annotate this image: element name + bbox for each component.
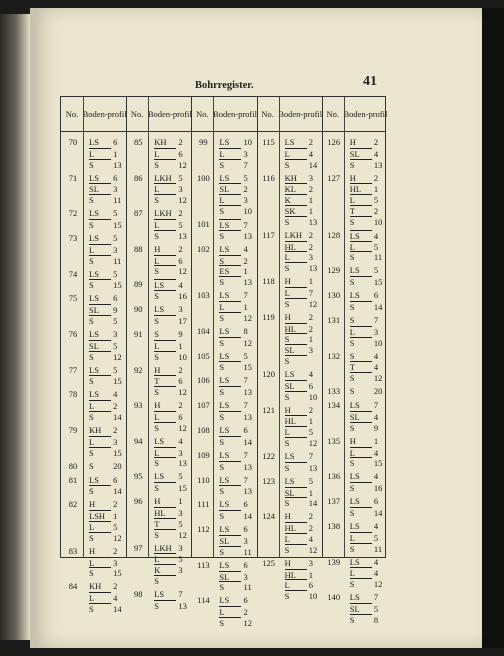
profile-layer: LS 6 [219, 595, 248, 606]
drill-number: 130 [327, 290, 341, 301]
profile-layer: L 3 [154, 184, 183, 195]
drill-number: 102 [197, 243, 210, 254]
drilling-register-table [60, 96, 388, 628]
drill-number: 110 [197, 474, 210, 485]
drill-number: 98 [133, 589, 143, 599]
profile-layer: L 3 [154, 447, 183, 458]
profile-layer: T 4 [349, 362, 379, 373]
drill-number: 97 [133, 542, 143, 553]
drill-number: 117 [262, 229, 275, 240]
profile-layer: L 7 [284, 288, 313, 298]
profile-layer: SL 1 [284, 487, 313, 498]
profile-layer: H 2 [89, 499, 118, 510]
profile-layer: S 9 [154, 329, 183, 339]
profile-layer: S 12 [284, 298, 318, 309]
profile-layer: L 6 [154, 412, 183, 422]
profile-layer: S 15 [349, 277, 383, 288]
profile-layer: HL 2 [284, 241, 313, 252]
profile-layer: LKH 3 [154, 542, 183, 553]
drill-number: 119 [262, 311, 275, 322]
drill-number: 84 [68, 581, 78, 592]
profile-layer: HL 1 [284, 416, 313, 427]
profile-layer: S 16 [154, 291, 187, 302]
drill-number: 136 [327, 471, 341, 482]
profile-layer: SL 4 [349, 148, 379, 159]
drill-number: 94 [133, 435, 143, 446]
drill-number: 99 [199, 137, 208, 147]
drill-number: 139 [327, 556, 341, 567]
profile-layer: S 14 [349, 508, 383, 518]
profile-layer: S 10 [219, 206, 253, 216]
profile-layer: SL 9 [89, 305, 118, 316]
profile-layer: H 2 [154, 400, 183, 411]
profile-layer: L 2 [89, 401, 118, 412]
profile-layer: S 13 [219, 387, 253, 398]
profile-layer: LS 6 [89, 474, 118, 485]
drill-number: 113 [197, 559, 210, 570]
profile-layer: S 15 [89, 447, 122, 458]
header-bodenprofil: Boden- profil [147, 108, 192, 119]
profile-layer: LS 7 [154, 589, 183, 599]
profile-layer: LS 4 [349, 471, 379, 482]
drill-number: 74 [68, 268, 78, 279]
profile-layer: S 13 [154, 230, 187, 241]
profile-layer: S 10 [349, 216, 383, 227]
drill-number: 77 [68, 364, 78, 375]
header-no: No. [65, 108, 79, 119]
profile-layer: L 4 [349, 447, 379, 458]
profile-layer: S 12 [219, 337, 253, 348]
drill-number: 79 [68, 425, 78, 435]
drill-number: 88 [133, 243, 143, 254]
running-title: Bohrregister. [195, 80, 254, 91]
profile-layer: L 1 [219, 302, 248, 312]
profile-layer: S 15 [89, 568, 122, 579]
profile-layer: S 1 [284, 334, 313, 345]
profile-layer: LS 7 [284, 451, 313, 461]
profile-layer: S 12 [219, 312, 253, 323]
profile-layer: S 20 [349, 386, 383, 397]
drill-number: 83 [68, 545, 78, 556]
profile-layer: S 10 [284, 391, 318, 402]
header-bodenprofil: Boden- profil [82, 108, 127, 119]
profile-layer: LS 10 [219, 137, 253, 147]
drill-number: 71 [68, 172, 78, 183]
profile-layer: H 2 [284, 404, 313, 415]
profile-layer: S 13 [154, 458, 187, 469]
profile-layer: S 12 [284, 544, 318, 555]
profile-layer: ES 1 [219, 266, 248, 277]
profile-layer: S 7 [219, 159, 248, 170]
profile-layer: S 10 [349, 337, 383, 348]
drill-number: 103 [197, 290, 210, 301]
column-group-divider [126, 97, 127, 557]
drill-number: 87 [133, 208, 143, 219]
profile-layer: LS 6 [219, 499, 248, 510]
column-divider [148, 97, 149, 557]
drill-number: 105 [197, 350, 210, 361]
profile-layer: KH 2 [89, 425, 118, 435]
profile-layer: SL 5 [349, 604, 379, 614]
profile-layer: LKH 2 [284, 229, 313, 240]
drill-number: 112 [197, 524, 210, 535]
profile-layer: S 14 [284, 498, 318, 509]
profile-layer: L 1 [89, 148, 118, 159]
profile-layer: L 4 [349, 568, 379, 579]
drill-number: 80 [68, 460, 78, 471]
profile-layer: T 6 [154, 376, 183, 387]
profile-layer: L 3 [349, 326, 379, 337]
profile-layer: SL 6 [284, 380, 313, 391]
profile-layer: S 14 [219, 511, 253, 522]
profile-layer: LS 3 [154, 304, 183, 315]
profile-layer: S 12 [154, 159, 187, 170]
profile-layer: LS 7 [219, 290, 248, 301]
profile-layer: H 2 [89, 545, 118, 556]
header-no: No. [261, 108, 274, 119]
drill-number: 131 [327, 315, 341, 325]
profile-layer: L 3 [219, 195, 248, 206]
profile-layer: H 2 [284, 511, 313, 522]
profile-layer: S 13 [284, 462, 318, 473]
profile-layer: LS 6 [219, 425, 248, 435]
profile-layer: H 3 [284, 557, 313, 568]
profile-layer: S 15 [89, 376, 122, 387]
profile-layer: S 15 [89, 220, 122, 230]
profile-layer: LS 6 [219, 559, 248, 570]
drill-number: 118 [262, 276, 275, 287]
column-group-divider [191, 97, 192, 557]
profile-layer: H 1 [284, 276, 313, 287]
column-divider [344, 97, 345, 557]
drill-number: 115 [262, 137, 275, 147]
drill-number: 126 [327, 137, 341, 147]
profile-layer: KL 2 [284, 184, 313, 195]
drill-number: 132 [327, 350, 341, 361]
profile-layer: LS 6 [349, 496, 379, 507]
profile-layer: H 1 [349, 435, 379, 446]
drill-number: 93 [133, 400, 143, 411]
profile-layer: LKH 2 [154, 208, 183, 219]
drill-number: 137 [327, 496, 341, 507]
profile-layer: LS 4 [219, 243, 248, 254]
profile-layer: L 1 [154, 340, 183, 351]
profile-layer: LKH 5 [154, 172, 183, 183]
profile-layer: S 13 [219, 461, 253, 472]
drill-number: 140 [327, 592, 341, 603]
profile-layer: L 5 [89, 522, 118, 532]
profile-layer: LS 3 [89, 329, 118, 339]
profile-layer: S 12 [154, 422, 187, 433]
drill-number: 124 [262, 511, 275, 522]
profile-layer: LS 8 [219, 325, 248, 336]
profile-layer: H 2 [284, 311, 313, 322]
profile-layer: L 2 [219, 607, 248, 618]
profile-layer: L 5 [154, 554, 183, 565]
profile-layer: LS 2 [284, 137, 313, 147]
profile-layer: L 5 [349, 241, 379, 252]
profile-layer: KH 3 [284, 172, 313, 183]
profile-layer: S 13 [154, 600, 187, 611]
header-bodenprofil: Boden- profil [213, 108, 257, 119]
profile-layer: LSH 1 [89, 511, 118, 522]
profile-layer: S 12 [349, 579, 383, 590]
profile-layer: LS 6 [89, 172, 118, 183]
profile-layer: S 20 [89, 460, 122, 471]
drill-number: 122 [262, 451, 275, 461]
header-bodenprofil: Boden- profil [343, 108, 388, 119]
profile-layer: S 14 [89, 412, 122, 422]
profile-layer: LS 6 [219, 524, 248, 535]
profile-layer: KH 2 [89, 581, 118, 592]
profile-layer: S 14 [284, 159, 318, 170]
profile-layer: S 13 [219, 486, 253, 497]
profile-layer: L 3 [89, 436, 118, 447]
profile-layer: L 4 [284, 534, 313, 544]
drill-number: 100 [197, 172, 210, 183]
profile-layer: LS 7 [349, 400, 379, 411]
drill-number: 109 [197, 449, 210, 460]
column-divider [83, 97, 84, 557]
profile-layer: LS 4 [284, 369, 313, 379]
drill-number: 78 [68, 389, 78, 400]
drill-number: 111 [197, 499, 210, 510]
profile-layer: LS 7 [219, 449, 248, 460]
profile-layer: LS 7 [219, 474, 248, 485]
profile-layer: K 1 [284, 195, 313, 206]
profile-layer: LS 4 [154, 280, 183, 291]
drill-number: 73 [68, 233, 78, 243]
profile-layer: L 3 [89, 557, 118, 568]
profile-layer: S 12 [154, 195, 187, 206]
profile-layer: S 11 [349, 543, 383, 554]
profile-layer: HL 1 [349, 184, 379, 195]
profile-layer: HL 3 [154, 508, 183, 518]
profile-layer: SK 1 [284, 206, 313, 216]
scan-border [482, 8, 504, 648]
drill-number: 123 [262, 475, 275, 486]
profile-layer: L 6 [154, 255, 183, 266]
profile-layer: KH 2 [154, 137, 183, 147]
profile-layer: LS 5 [89, 268, 118, 279]
profile-layer: L 5 [349, 532, 379, 543]
profile-layer: S 14 [219, 436, 253, 447]
drill-number: 138 [327, 521, 341, 531]
profile-layer: S 7 [349, 315, 379, 325]
profile-layer: LS 4 [349, 521, 379, 531]
drill-number: 91 [133, 329, 143, 339]
profile-layer: S 17 [154, 316, 187, 326]
drill-number: 134 [327, 400, 341, 411]
profile-layer: S 13 [349, 159, 383, 170]
profile-layer: S 11 [89, 255, 122, 266]
profile-layer: LS 5 [349, 265, 379, 276]
column-group-divider [257, 97, 258, 557]
drill-number: 120 [262, 369, 275, 379]
drill-number: 121 [262, 404, 275, 415]
drill-number: 81 [68, 474, 78, 485]
profile-layer: S 5 [89, 316, 118, 326]
header-no: No. [196, 108, 209, 119]
profile-layer: SL 3 [219, 571, 248, 582]
profile-layer: S 10 [284, 591, 318, 602]
profile-layer: L 5 [154, 220, 183, 230]
drill-number: 86 [133, 172, 143, 183]
profile-layer: S [285, 355, 307, 366]
drill-number: 95 [133, 471, 143, 482]
profile-layer: SL 3 [89, 184, 118, 195]
drill-number: 104 [197, 325, 210, 336]
profile-layer: L 4 [284, 148, 313, 159]
drill-number: 92 [133, 364, 143, 375]
drill-number: 76 [68, 329, 78, 339]
profile-layer: S 9 [349, 422, 379, 433]
profile-layer: S 13 [284, 216, 318, 227]
profile-layer: L 5 [349, 195, 379, 206]
profile-layer: S 11 [89, 195, 122, 206]
profile-layer: SL 5 [89, 340, 118, 351]
profile-layer: S 12 [89, 351, 122, 362]
drill-number: 125 [262, 557, 275, 568]
drill-number: 85 [133, 137, 143, 147]
drill-number: 128 [327, 229, 341, 240]
profile-layer: S 12 [219, 618, 253, 628]
profile-layer: S 11 [349, 252, 383, 263]
profile-layer: S 13 [219, 277, 253, 288]
profile-layer: S 10 [154, 351, 187, 362]
header-no: No. [326, 108, 340, 119]
profile-layer: HL 2 [284, 523, 313, 534]
profile-layer: LS 6 [349, 290, 379, 301]
profile-layer: LS 5 [154, 471, 183, 482]
drill-number: 135 [327, 435, 341, 446]
profile-layer: LS 5 [89, 364, 118, 375]
profile-layer: S [154, 575, 176, 586]
profile-layer: S 14 [89, 486, 122, 497]
profile-layer: T 5 [154, 518, 183, 529]
profile-layer: H 2 [349, 137, 379, 147]
profile-layer: LS 6 [89, 137, 118, 147]
profile-layer: S 2 [219, 255, 248, 266]
header-no: No. [130, 108, 144, 119]
drill-number: 82 [68, 499, 78, 510]
profile-layer: L 3 [284, 252, 313, 263]
profile-layer: K 3 [154, 565, 183, 576]
profile-layer: LS 7 [219, 375, 248, 386]
profile-layer: H 2 [154, 243, 183, 254]
profile-layer: LS 7 [219, 220, 248, 230]
profile-layer: S 14 [89, 604, 122, 614]
column-divider [279, 97, 280, 557]
profile-layer: LS 5 [219, 172, 248, 183]
profile-layer: LS 7 [219, 400, 248, 411]
profile-layer: S 12 [284, 438, 318, 448]
profile-layer: LS 4 [349, 556, 379, 567]
drill-number: 70 [68, 137, 78, 147]
profile-layer: S 14 [349, 302, 383, 312]
drill-number: 96 [133, 496, 143, 507]
drill-number: 107 [197, 400, 210, 411]
profile-layer: H 2 [154, 364, 183, 375]
profile-layer: LS 7 [349, 592, 379, 603]
profile-layer: LS 5 [219, 350, 248, 361]
profile-layer: LS 4 [349, 230, 379, 241]
profile-layer: HL 2 [284, 323, 313, 334]
drill-number: 133 [327, 386, 341, 397]
drill-number: 89 [133, 279, 143, 290]
profile-layer: LS 4 [89, 389, 118, 400]
profile-layer: L 6 [154, 148, 183, 159]
profile-layer: S 12 [154, 387, 187, 398]
profile-layer: LS 5 [89, 233, 118, 243]
drill-number: 127 [327, 172, 341, 183]
profile-layer: SL 2 [219, 184, 248, 195]
profile-layer: T 2 [349, 206, 379, 216]
profile-layer: S 13 [89, 159, 122, 170]
profile-layer: LS 4 [154, 435, 183, 446]
profile-layer: LS 5 [89, 208, 118, 219]
column-group-divider [322, 97, 323, 557]
profile-layer: LS 5 [284, 475, 313, 486]
profile-layer: L 3 [219, 148, 248, 159]
profile-layer: SL 3 [284, 345, 313, 356]
profile-layer: SL 3 [219, 536, 248, 546]
profile-layer: S 4 [349, 350, 379, 361]
profile-layer: S 12 [154, 529, 187, 540]
drill-number: 108 [197, 425, 210, 435]
page-number: 41 [363, 74, 377, 89]
profile-layer: S 11 [219, 582, 252, 593]
drill-number: 116 [262, 172, 275, 183]
facing-page-edge [0, 14, 30, 640]
profile-layer: S 15 [219, 362, 253, 373]
column-divider [213, 97, 214, 557]
drill-number: 114 [197, 595, 210, 606]
table-body [61, 131, 385, 628]
profile-layer: S 16 [349, 483, 383, 494]
drill-number: 75 [68, 293, 78, 304]
profile-layer: S 12 [154, 266, 187, 277]
drill-number: 90 [133, 304, 143, 315]
drill-number: 129 [327, 265, 341, 276]
profile-layer: S 13 [284, 263, 318, 274]
profile-layer: S 11 [219, 546, 252, 557]
profile-layer: S 12 [349, 373, 383, 384]
drill-number: 101 [197, 219, 210, 229]
profile-layer: S 12 [89, 532, 122, 543]
profile-layer: S 8 [349, 614, 379, 625]
drill-number: 72 [68, 208, 78, 219]
header-bodenprofil: Boden- profil [278, 108, 323, 119]
profile-layer: L 6 [284, 580, 313, 591]
profile-layer: LS 6 [89, 293, 118, 304]
table-header-row [61, 97, 388, 132]
profile-layer: S 13 [219, 412, 253, 422]
profile-layer: HL 1 [284, 569, 313, 580]
profile-layer: S 15 [349, 458, 383, 469]
profile-layer: S 15 [89, 280, 122, 291]
profile-layer: H 1 [154, 496, 183, 507]
profile-layer: S 13 [219, 230, 253, 241]
profile-layer: L 3 [89, 244, 118, 255]
profile-layer: L 4 [89, 593, 118, 604]
profile-layer: S 15 [154, 483, 187, 494]
drill-number: 106 [197, 375, 210, 386]
profile-layer: L 5 [284, 427, 313, 438]
profile-layer: H 2 [349, 172, 379, 183]
profile-layer: SL 4 [349, 412, 379, 422]
